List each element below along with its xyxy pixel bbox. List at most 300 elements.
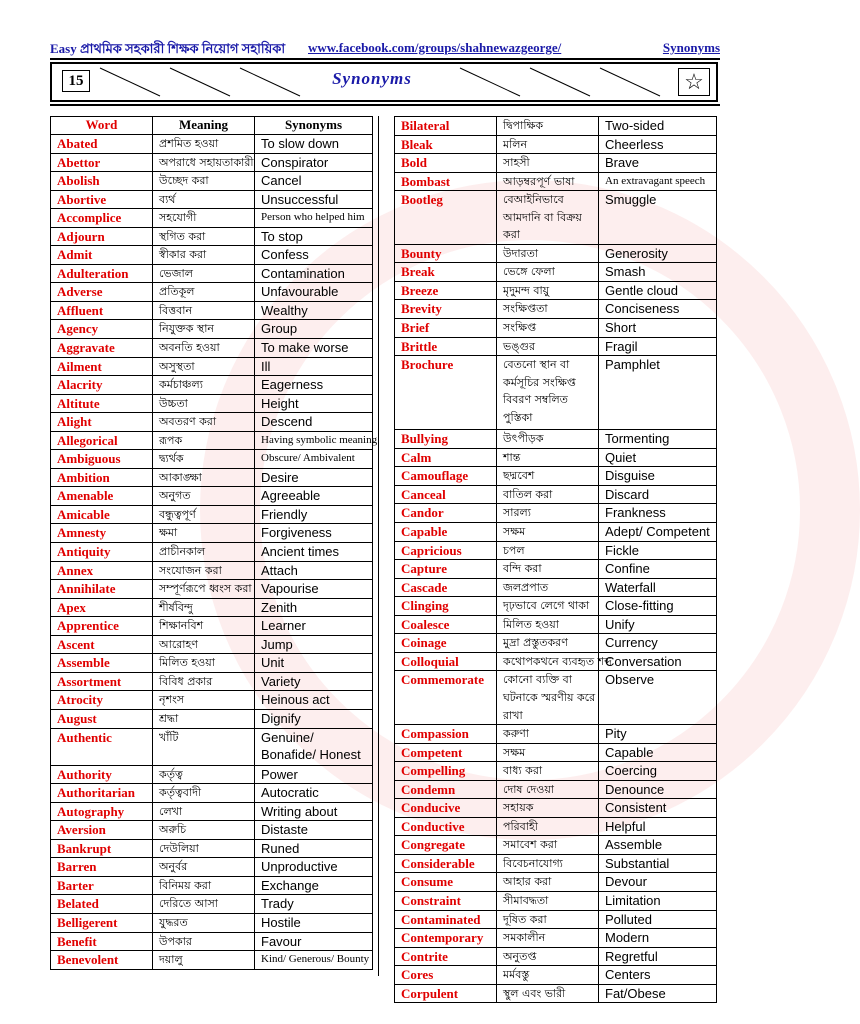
word-cell: Contaminated [395,910,497,929]
table-row [51,227,373,246]
meaning-cell: সীমাবদ্ধতা [497,891,599,910]
meaning-cell: মিলিত হওয়া [497,615,599,634]
table-row [395,725,717,744]
word-cell: Contemporary [395,929,497,948]
meaning-cell: বন্দি করা [497,560,599,579]
synonym-cell: Forgiveness [255,524,373,543]
meaning-cell: স্থুল এবং ভারী [497,984,599,1003]
word-cell: Aversion [51,821,153,840]
word-cell: Annex [51,561,153,580]
meaning-cell: অবতরণ করা [153,413,255,432]
table-header-row [51,117,373,135]
table-row [395,984,717,1003]
meaning-cell: যুদ্ধরত [153,913,255,932]
word-cell: Adjourn [51,227,153,246]
synonym-cell: Descend [255,413,373,432]
table-row [395,281,717,300]
synonym-cell: Devour [599,873,717,892]
table-row [395,467,717,486]
meaning-cell: ব্যর্থ [153,190,255,209]
word-cell: Condemn [395,780,497,799]
synonym-cell: Distaste [255,821,373,840]
meaning-cell: উদারতা [497,244,599,263]
table-row [395,135,717,154]
banner-title: Synonyms [302,69,442,89]
synonym-cell: Desire [255,468,373,487]
synonym-cell: Confess [255,246,373,265]
word-cell: Breeze [395,281,497,300]
word-cell: Calm [395,448,497,467]
word-cell: Congregate [395,836,497,855]
table-row [51,283,373,302]
table-row [395,578,717,597]
book-title: Easy প্রাথমিক সহকারী শিক্ষক নিয়োগ সহায়িকা [50,41,286,56]
word-cell: Coalesce [395,615,497,634]
table-row [51,672,373,691]
meaning-cell: সাহসী [497,154,599,173]
table-row [51,135,373,154]
table-row [51,376,373,395]
table-row [51,876,373,895]
word-cell: Bankrupt [51,839,153,858]
meaning-cell: পরিবাহী [497,817,599,836]
column-header-synonyms: Synonyms [255,117,373,135]
meaning-cell: মৃদুমন্দ বায়ু [497,281,599,300]
synonym-cell: Variety [255,672,373,691]
synonym-cell: Consistent [599,799,717,818]
synonym-cell: Adept/ Competent [599,523,717,542]
word-cell: Assemble [51,654,153,673]
meaning-cell: দ্ব্যর্থক [153,450,255,469]
table-row [395,523,717,542]
synonym-cell: Power [255,765,373,784]
word-cell: Bounty [395,244,497,263]
meaning-cell: চপল [497,541,599,560]
page-number: 15 [62,70,90,92]
banner-divider [50,104,720,106]
word-cell: Abortive [51,190,153,209]
meaning-cell: উৎপীড়ক [497,430,599,449]
synonym-cell: Unproductive [255,858,373,877]
synonym-cell: Unify [599,615,717,634]
meaning-cell: শ্রদ্ধা [153,709,255,728]
synonym-cell: Height [255,394,373,413]
word-cell: Amnesty [51,524,153,543]
meaning-cell: অপরাধে সহায়তাকারী [153,153,255,172]
synonym-cell: Short [599,319,717,338]
word-cell: Allegorical [51,431,153,450]
word-cell: Compassion [395,725,497,744]
synonym-cell: Friendly [255,505,373,524]
meaning-cell: প্রতিকূল [153,283,255,302]
facebook-group-link[interactable]: www.facebook.com/groups/shahnewazgeorge/ [308,40,562,55]
meaning-cell: অনুগত [153,487,255,506]
synonym-cell: An extravagant speech [599,172,717,191]
synonym-cell: Ill [255,357,373,376]
word-cell: Brochure [395,356,497,430]
table-row [395,947,717,966]
meaning-cell: দয়ালু [153,951,255,970]
table-row [51,450,373,469]
synonym-cell: To make worse [255,339,373,358]
synonym-cell: Frankness [599,504,717,523]
word-cell: Benevolent [51,951,153,970]
word-cell: Constraint [395,891,497,910]
word-cell: Belated [51,895,153,914]
meaning-cell: কর্মচাঞ্চল্য [153,376,255,395]
synonym-cell: Conspirator [255,153,373,172]
synonym-cell: Zenith [255,598,373,617]
word-cell: Authentic [51,728,153,765]
meaning-cell: বাতিল করা [497,485,599,504]
word-cell: Corpulent [395,984,497,1003]
table-row [51,913,373,932]
table-row [395,873,717,892]
table-row [51,505,373,524]
meaning-cell: সক্ষম [497,523,599,542]
synonym-cell: Centers [599,966,717,985]
word-cell: Capable [395,523,497,542]
table-row [51,524,373,543]
table-row [395,356,717,430]
meaning-cell: দৃঢ়ভাবে লেগে থাকা [497,597,599,616]
table-row [395,671,717,725]
table-row [51,543,373,562]
meaning-cell: কথোপকথনে ব্যবহৃত শব্দ [497,652,599,671]
table-row [51,301,373,320]
word-cell: Clinging [395,597,497,616]
word-cell: Barren [51,858,153,877]
meaning-cell: উপকার [153,932,255,951]
synonym-cell: Autocratic [255,784,373,803]
synonym-cell: Quiet [599,448,717,467]
meaning-cell: উচ্চতা [153,394,255,413]
synonym-cell: Helpful [599,817,717,836]
table-row [51,951,373,970]
meaning-cell: সংক্ষিপ্ততা [497,300,599,319]
word-cell: Admit [51,246,153,265]
meaning-cell: সম্পূর্ণরূপে ধ্বংস করা [153,580,255,599]
word-cell: Bleak [395,135,497,154]
synonym-cell: Exchange [255,876,373,895]
meaning-cell: বিবেচনাযোগ্য [497,854,599,873]
column-header-meaning: Meaning [153,117,255,135]
synonym-cell: Assemble [599,836,717,855]
word-cell: Adulteration [51,264,153,283]
table-row [395,154,717,173]
meaning-cell: ছদ্মবেশ [497,467,599,486]
synonym-cell: Currency [599,634,717,653]
meaning-cell: কর্তৃত্ববাদী [153,784,255,803]
word-cell: Bold [395,154,497,173]
synonym-cell: Disguise [599,467,717,486]
meaning-cell: ভেঙ্গে ফেলা [497,263,599,282]
meaning-cell: সহায়ক [497,799,599,818]
table-row [51,765,373,784]
meaning-cell: বিত্তবান [153,301,255,320]
table-row [51,728,373,765]
table-row [395,615,717,634]
table-row [51,709,373,728]
table-row [51,320,373,339]
word-cell: Coinage [395,634,497,653]
synonym-cell: Confine [599,560,717,579]
synonym-cell: Cancel [255,172,373,191]
meaning-cell: শীর্ষবিন্দু [153,598,255,617]
word-cell: Ambiguous [51,450,153,469]
synonym-cell: Gentle cloud [599,281,717,300]
synonym-cell: Kind/ Generous/ Bounty [255,951,373,970]
meaning-cell: ভেজাল [153,264,255,283]
table-row [51,246,373,265]
synonym-cell: Learner [255,617,373,636]
table-row [51,413,373,432]
meaning-cell: অসুস্থতা [153,357,255,376]
word-cell: Belligerent [51,913,153,932]
synonym-cell: Two-sided [599,117,717,136]
synonym-cell: Coercing [599,762,717,781]
table-row [51,821,373,840]
synonym-cell: Fickle [599,541,717,560]
table-row [395,910,717,929]
page-banner [50,62,718,102]
table-row [51,654,373,673]
meaning-cell: প্রশমিত হওয়া [153,135,255,154]
table-row [51,802,373,821]
word-cell: Ailment [51,357,153,376]
meaning-cell: আহার করা [497,873,599,892]
header-divider [50,58,720,60]
meaning-cell: মলিন [497,135,599,154]
table-row [395,560,717,579]
word-cell: Alacrity [51,376,153,395]
meaning-cell: উচ্ছেদ করা [153,172,255,191]
meaning-cell: মুদ্রা প্রস্তুতকরণ [497,634,599,653]
table-row [395,634,717,653]
meaning-cell: সংক্ষিপ্ত [497,319,599,338]
table-row [51,895,373,914]
word-cell: Aggravate [51,339,153,358]
synonym-cell: Dignify [255,709,373,728]
table-row [51,209,373,228]
word-cell: Autography [51,802,153,821]
meaning-cell: বেআইনিভাবে আমদানি বা বিক্রয় করা [497,191,599,245]
meaning-cell: সহযোগী [153,209,255,228]
meaning-cell: শিক্ষানবিশ [153,617,255,636]
meaning-cell: ক্ষমা [153,524,255,543]
table-row [51,487,373,506]
word-cell: Bullying [395,430,497,449]
synonym-cell: Brave [599,154,717,173]
synonym-cell: Observe [599,671,717,725]
synonym-cell: Heinous act [255,691,373,710]
synonym-cell: Tormenting [599,430,717,449]
meaning-cell: বাধ্য করা [497,762,599,781]
word-cell: Abolish [51,172,153,191]
synonym-cell: Ancient times [255,543,373,562]
top-header [50,40,720,60]
table-row [395,244,717,263]
synonym-cell: Fat/Obese [599,984,717,1003]
word-cell: Commemorate [395,671,497,725]
word-cell: Abated [51,135,153,154]
word-cell: Altitute [51,394,153,413]
word-cell: Canceal [395,485,497,504]
meaning-cell: নিযুক্তক স্থান [153,320,255,339]
table-row [51,691,373,710]
meaning-cell: মর্মবস্তু [497,966,599,985]
meaning-cell: দেউলিয়া [153,839,255,858]
synonym-cell: Waterfall [599,578,717,597]
table-row [395,597,717,616]
synonym-cell: Attach [255,561,373,580]
meaning-cell: জলপ্রপাত [497,578,599,597]
synonym-cell: Unfavourable [255,283,373,302]
table-row [395,652,717,671]
word-cell: Compelling [395,762,497,781]
word-cell: Cascade [395,578,497,597]
synonyms-table-left [50,116,378,970]
meaning-cell: আরোহণ [153,635,255,654]
synonym-cell: Genuine/ Bonafide/ Honest [255,728,373,765]
synonym-cell: Hostile [255,913,373,932]
table-row [51,394,373,413]
word-cell: Apprentice [51,617,153,636]
synonym-cell: Obscure/ Ambivalent [255,450,373,469]
meaning-cell: স্বীকার করা [153,246,255,265]
word-cell: Apex [51,598,153,617]
table-row [51,357,373,376]
meaning-cell: সক্ষম [497,743,599,762]
synonym-cell: Close-fitting [599,597,717,616]
table-row [51,784,373,803]
synonym-cell: Jump [255,635,373,654]
word-cell: Annihilate [51,580,153,599]
word-cell: Benefit [51,932,153,951]
word-cell: Ambition [51,468,153,487]
table-row [51,339,373,358]
meaning-cell: সমাবেশ করা [497,836,599,855]
table-row [395,891,717,910]
meaning-cell: নৃশংস [153,691,255,710]
meaning-cell: অনুতপ্ত [497,947,599,966]
synonym-cell: Conversation [599,652,717,671]
table-row [395,762,717,781]
table-row [395,300,717,319]
word-cell: Affluent [51,301,153,320]
column-separator [378,116,379,976]
synonym-cell: To slow down [255,135,373,154]
table-row [51,932,373,951]
synonym-cell: Generosity [599,244,717,263]
meaning-cell: অনুর্বর [153,858,255,877]
meaning-cell: কোনো ব্যক্তি বা ঘটনাকে স্মরণীয় করে রাখা [497,671,599,725]
synonym-cell: Favour [255,932,373,951]
synonym-cell: Unsuccessful [255,190,373,209]
table-row [395,191,717,245]
synonym-cell: Cheerless [599,135,717,154]
word-cell: Bombast [395,172,497,191]
meaning-cell: বেতনো স্থান বা কর্মসূচির সংক্ষিপ্ত বিবরণ সম্বলিত পুস্তিকা [497,356,599,430]
synonym-cell: Regretful [599,947,717,966]
word-cell: Capricious [395,541,497,560]
word-cell: Contrite [395,947,497,966]
word-cell: Atrocity [51,691,153,710]
synonym-cell: Trady [255,895,373,914]
column-header-word: Word [51,117,153,135]
table-row [395,836,717,855]
meaning-cell: সমকালীন [497,929,599,948]
table-row [395,780,717,799]
word-cell: Alight [51,413,153,432]
word-cell: Camouflage [395,467,497,486]
table-row [51,858,373,877]
word-cell: Brittle [395,337,497,356]
word-cell: Antiquity [51,543,153,562]
word-cell: Competent [395,743,497,762]
table-row [395,430,717,449]
word-cell: Colloquial [395,652,497,671]
synonym-cell: To stop [255,227,373,246]
word-cell: Break [395,263,497,282]
synonym-cell: Pamphlet [599,356,717,430]
word-cell: Conductive [395,817,497,836]
meaning-cell: মিলিত হওয়া [153,654,255,673]
meaning-cell: বন্ধুত্বপূর্ণ [153,505,255,524]
meaning-cell: ভঙ্গুর [497,337,599,356]
synonym-cell: Pity [599,725,717,744]
table-row [51,617,373,636]
meaning-cell: আড়ম্বরপূর্ণ ভাষা [497,172,599,191]
meaning-cell: বিবিধ প্রকার [153,672,255,691]
synonym-cell: Writing about [255,802,373,821]
table-row [395,172,717,191]
synonym-cell: Having symbolic meaning [255,431,373,450]
word-cell: Cores [395,966,497,985]
meaning-cell: সংযোজন করা [153,561,255,580]
word-cell: Accomplice [51,209,153,228]
synonym-cell: Unit [255,654,373,673]
table-row [51,580,373,599]
word-cell: Assortment [51,672,153,691]
word-cell: Abettor [51,153,153,172]
synonym-cell: Contamination [255,264,373,283]
meaning-cell: আকাঙ্ক্ষা [153,468,255,487]
meaning-cell: দেরিতে আসা [153,895,255,914]
meaning-cell: খাঁটি [153,728,255,765]
meaning-cell: স্থগিত করা [153,227,255,246]
word-cell: Candor [395,504,497,523]
word-cell: Bilateral [395,117,497,136]
synonym-cell: Wealthy [255,301,373,320]
table-row [395,337,717,356]
table-row [395,817,717,836]
word-cell: Amenable [51,487,153,506]
word-cell: Ascent [51,635,153,654]
word-cell: Considerable [395,854,497,873]
table-row [51,431,373,450]
synonym-cell: Vapourise [255,580,373,599]
synonym-cell: Polluted [599,910,717,929]
meaning-cell: কর্তৃত্ব [153,765,255,784]
table-row [395,854,717,873]
section-link[interactable]: Synonyms [662,40,720,55]
table-row [51,598,373,617]
synonym-cell: Agreeable [255,487,373,506]
meaning-cell: দোষ দেওয়া [497,780,599,799]
word-cell: Authoritarian [51,784,153,803]
word-cell: Adverse [51,283,153,302]
